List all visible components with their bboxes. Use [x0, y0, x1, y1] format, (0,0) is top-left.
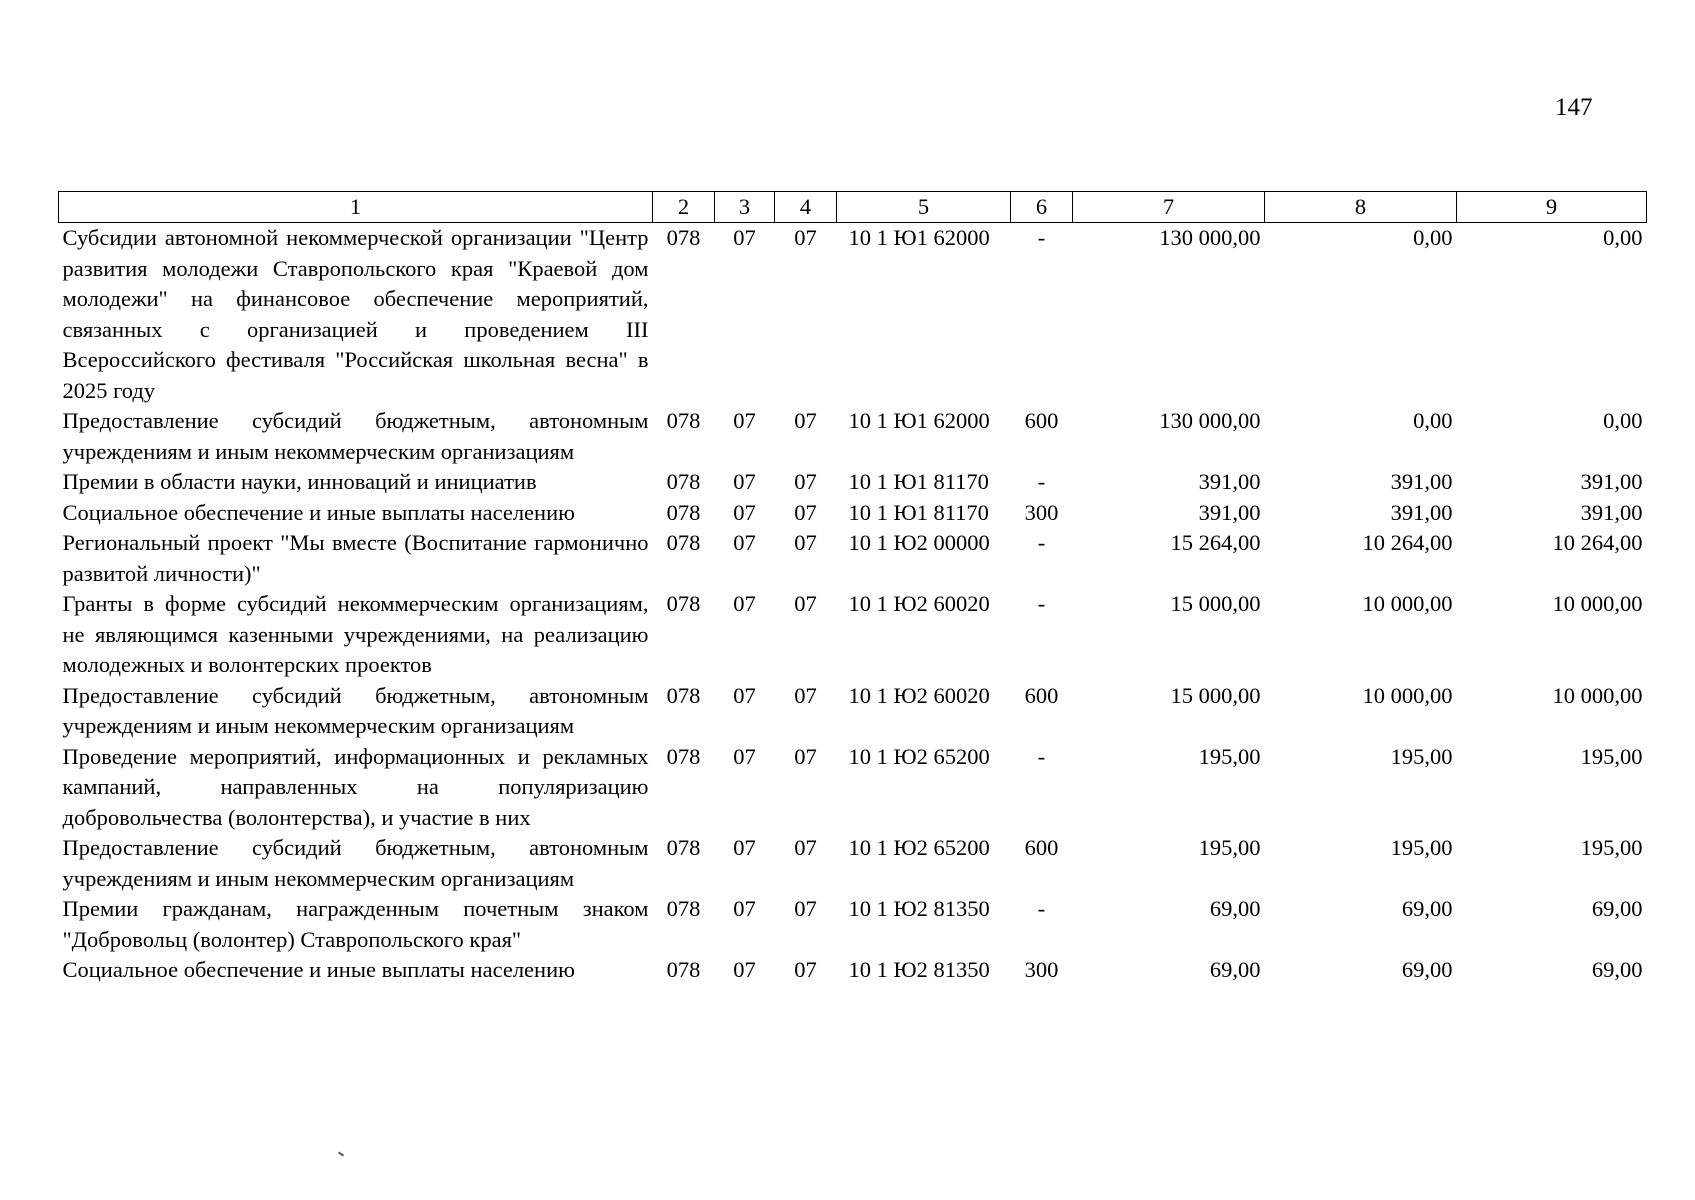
- row-value-cell: 078: [666, 896, 701, 921]
- budget-table: [58, 191, 1647, 986]
- column-header: 4: [775, 192, 837, 223]
- row-value-cell: -: [1037, 743, 1046, 769]
- row-name-cell: Гранты в форме субсидий некоммерческим организациям, не являющимся казенными учреждениями, на реализацию молодежных и волонтерских проектов: [62, 591, 649, 677]
- row-value-cell: 07: [733, 499, 756, 525]
- row-value-cell: -: [1037, 896, 1046, 921]
- row-value-cell: 195,00: [1198, 835, 1261, 860]
- row-value-cell: 07: [794, 469, 817, 494]
- row-value-cell: -: [1037, 591, 1046, 616]
- column-header: 2: [653, 192, 715, 223]
- row-value-cell: 078: [666, 835, 701, 860]
- table-row: [59, 894, 1647, 955]
- row-value-cell: 10 1 Ю2 81350: [848, 896, 990, 921]
- row-value-cell: 15 000,00: [1170, 591, 1261, 616]
- row-value-cell: 10 1 Ю1 62000: [848, 408, 990, 433]
- column-header: 3: [715, 192, 775, 223]
- row-value-cell: 195,00: [1580, 743, 1643, 769]
- row-value-cell: 600: [1024, 835, 1059, 860]
- row-value-cell: -: [1037, 530, 1046, 555]
- row-value-cell: 07: [794, 408, 817, 433]
- column-header: 1: [59, 192, 653, 223]
- row-value-cell: 07: [733, 835, 756, 860]
- row-value-cell: 10 1 Ю2 00000: [848, 530, 990, 555]
- row-value-cell: 07: [733, 743, 756, 769]
- row-value-cell: 10 1 Ю2 60020: [848, 591, 990, 616]
- row-value-cell: 07: [733, 408, 756, 433]
- row-value-cell: 10 264,00: [1552, 530, 1643, 555]
- row-value-cell: 10 000,00: [1362, 591, 1453, 616]
- row-value-cell: 69,00: [1401, 896, 1453, 921]
- row-value-cell: 10 1 Ю2 65200: [848, 835, 990, 860]
- row-value-cell: 391,00: [1198, 469, 1261, 494]
- row-value-cell: 07: [794, 896, 817, 921]
- stray-mark: [338, 1151, 344, 1156]
- row-value-cell: 130 000,00: [1159, 408, 1261, 433]
- row-value-cell: -: [1037, 225, 1046, 250]
- row-value-cell: 10 1 Ю1 81170: [848, 469, 989, 494]
- row-value-cell: 391,00: [1580, 499, 1643, 525]
- row-value-cell: 07: [733, 469, 756, 494]
- table-row: [59, 223, 1647, 407]
- column-header: 6: [1011, 192, 1073, 223]
- column-header: 9: [1457, 192, 1647, 223]
- row-value-cell: 195,00: [1390, 835, 1453, 860]
- row-value-cell: 10 1 Ю1 62000: [848, 225, 990, 250]
- row-value-cell: 69,00: [1591, 957, 1643, 982]
- row-value-cell: 078: [666, 591, 701, 616]
- row-value-cell: 10 264,00: [1362, 530, 1453, 555]
- row-value-cell: 07: [794, 530, 817, 555]
- row-name-cell: Предоставление субсидий бюджетным, автономным учреждениям и иным некоммерческим организациям: [62, 408, 649, 464]
- row-value-cell: 078: [666, 408, 701, 433]
- table-row: [59, 833, 1647, 894]
- row-value-cell: 300: [1024, 957, 1059, 982]
- table-row: [59, 528, 1647, 589]
- row-value-cell: 078: [666, 225, 701, 250]
- row-value-cell: 69,00: [1591, 896, 1643, 921]
- row-value-cell: 15 000,00: [1170, 682, 1261, 708]
- table-row: [59, 498, 1647, 529]
- row-name-cell: Региональный проект "Мы вместе (Воспитание гармонично развитой личности)": [62, 530, 649, 586]
- row-value-cell: 07: [794, 682, 817, 708]
- row-name-cell: Предоставление субсидий бюджетным, автономным учреждениям и иным некоммерческим организациям: [62, 835, 649, 891]
- row-value-cell: 69,00: [1209, 957, 1261, 982]
- row-value-cell: 10 000,00: [1362, 682, 1453, 708]
- row-value-cell: 10 000,00: [1552, 591, 1643, 616]
- row-value-cell: 07: [733, 225, 756, 250]
- row-name-cell: Премии в области науки, инноваций и инициатив: [62, 469, 537, 494]
- row-value-cell: 07: [733, 957, 756, 982]
- row-value-cell: 69,00: [1209, 896, 1261, 921]
- row-value-cell: 10 1 Ю2 81350: [848, 957, 990, 982]
- row-value-cell: 07: [733, 530, 756, 555]
- row-value-cell: 07: [733, 682, 756, 708]
- row-value-cell: 391,00: [1198, 499, 1261, 525]
- row-value-cell: 07: [794, 835, 817, 860]
- row-name-cell: Премии гражданам, награжденным почетным знаком "Добровольц (волонтер) Ставропольского края": [62, 896, 649, 952]
- row-value-cell: 07: [794, 225, 817, 250]
- table-row: [59, 742, 1647, 834]
- row-value-cell: 391,00: [1390, 499, 1453, 525]
- table-row: [59, 467, 1647, 498]
- row-value-cell: 078: [666, 957, 701, 982]
- row-value-cell: 07: [794, 957, 817, 982]
- row-value-cell: 078: [666, 469, 701, 494]
- row-value-cell: 15 264,00: [1170, 530, 1261, 555]
- row-value-cell: 300: [1024, 499, 1059, 525]
- row-value-cell: 600: [1024, 408, 1059, 433]
- row-value-cell: 078: [666, 499, 701, 525]
- page-number: 147: [1555, 94, 1593, 121]
- row-value-cell: 600: [1024, 682, 1059, 708]
- column-header: 8: [1265, 192, 1457, 223]
- row-value-cell: 07: [794, 499, 817, 525]
- row-value-cell: 07: [733, 591, 756, 616]
- row-value-cell: 0,00: [1603, 225, 1643, 250]
- row-value-cell: 195,00: [1390, 743, 1453, 769]
- column-header: 7: [1073, 192, 1265, 223]
- table-row: [59, 406, 1647, 467]
- row-value-cell: 195,00: [1580, 835, 1643, 860]
- row-value-cell: 130 000,00: [1159, 225, 1261, 250]
- row-name-cell: Проведение мероприятий, информационных и рекламных кампаний, направленных на популяризацию добровольчества (волонтерства), и участие в них: [62, 743, 649, 830]
- row-value-cell: 391,00: [1580, 469, 1643, 494]
- row-value-cell: 10 1 Ю2 60020: [848, 682, 990, 708]
- table-row: [59, 589, 1647, 681]
- row-value-cell: 078: [666, 743, 701, 769]
- row-value-cell: 07: [733, 896, 756, 921]
- row-value-cell: 078: [666, 682, 701, 708]
- row-name-cell: Субсидии автономной некоммерческой организации "Центр развития молодежи Ставропольского края "Краевой дом молодежи" на финансовое обеспечение мероприятий, связанных с организацией и проведением III Всероссийского фестиваля "Российская школьная весна" в 2025 году: [62, 225, 649, 403]
- row-value-cell: 10 1 Ю1 81170: [848, 499, 989, 525]
- row-value-cell: 07: [794, 591, 817, 616]
- row-value-cell: 10 000,00: [1552, 682, 1643, 708]
- column-header: 5: [837, 192, 1011, 223]
- row-value-cell: 69,00: [1401, 957, 1453, 982]
- row-value-cell: 0,00: [1413, 225, 1453, 250]
- row-value-cell: 0,00: [1603, 408, 1643, 433]
- row-value-cell: 07: [794, 743, 817, 769]
- table-row: [59, 955, 1647, 986]
- row-name-cell: Предоставление субсидий бюджетным, автономным учреждениям и иным некоммерческим организациям: [62, 682, 649, 738]
- row-name-cell: Социальное обеспечение и иные выплаты населению: [62, 499, 575, 525]
- row-name-cell: Социальное обеспечение и иные выплаты населению: [62, 957, 575, 982]
- header-row: [59, 192, 1647, 223]
- row-value-cell: 391,00: [1390, 469, 1453, 494]
- row-value-cell: 0,00: [1413, 408, 1453, 433]
- row-value-cell: 10 1 Ю2 65200: [848, 743, 990, 769]
- row-value-cell: 078: [666, 530, 701, 555]
- table-row: [59, 681, 1647, 742]
- row-value-cell: 195,00: [1198, 743, 1261, 769]
- row-value-cell: -: [1037, 469, 1046, 494]
